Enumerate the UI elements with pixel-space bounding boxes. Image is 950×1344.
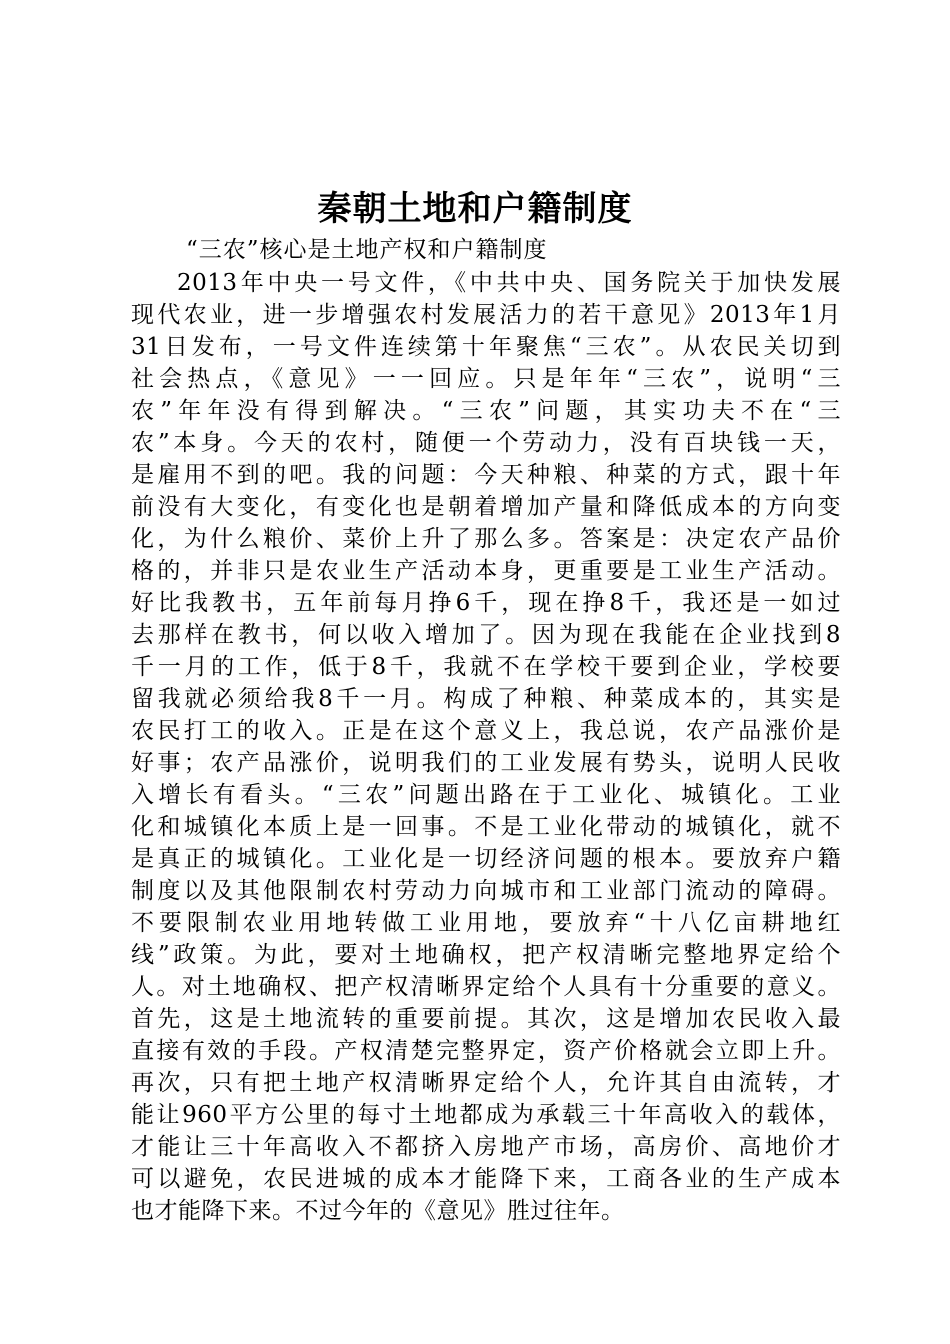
body-line: 农”年年没有得到解决。“三农”问题，其实功夫不在“三 xyxy=(131,398,841,424)
body-line: 直接有效的手段。产权清楚完整界定，资产价格就会立即上升。 xyxy=(131,1038,841,1064)
body-line: 再次，只有把土地产权清晰界定给个人，允许其自由流转，才 xyxy=(131,1070,841,1096)
body-line: 化，为什么粮价、菜价上升了那么多。答案是：决定农产品价 xyxy=(131,526,841,552)
body-line: 是真正的城镇化。工业化是一切经济问题的根本。要放弃户籍 xyxy=(131,846,841,872)
document-title: 秦朝土地和户籍制度 xyxy=(317,189,633,229)
body-line: 社会热点，《意见》一一回应。只是年年“三农”，说明“三 xyxy=(131,366,841,392)
body-line: 化和城镇化本质上是一回事。不是工业化带动的城镇化，就不 xyxy=(131,814,841,840)
body-line: 农民打工的收入。正是在这个意义上，我总说，农产品涨价是 xyxy=(131,718,841,744)
body-line: 格的，并非只是农业生产活动本身，更重要是工业生产活动。 xyxy=(131,558,841,584)
body-line: 才能让三十年高收入不都挤入房地产市场，高房价、高地价才 xyxy=(131,1134,841,1160)
body-line: 现代农业，进一步增强农村发展活力的若干意见》2013年1月 xyxy=(131,302,841,328)
body-line: 是雇用不到的吧。我的问题：今天种粮、种菜的方式，跟十年 xyxy=(131,462,841,488)
body-line: 2013年中央一号文件，《中共中央、国务院关于加快发展 xyxy=(177,270,841,296)
body-line: 入增长有看头。“三农”问题出路在于工业化、城镇化。工业 xyxy=(131,782,841,808)
body-line: 可以避免，农民进城的成本才能降下来，工商各业的生产成本 xyxy=(131,1166,841,1192)
document-subtitle: “三农”核心是土地产权和户籍制度 xyxy=(186,237,548,263)
body-line: 制度以及其他限制农村劳动力向城市和工业部门流动的障碍。 xyxy=(131,878,841,904)
document-body xyxy=(131,267,841,1227)
body-line: 好比我教书，五年前每月挣6千，现在挣8千，我还是一如过 xyxy=(131,590,841,616)
body-line: 千一月的工作，低于8千，我就不在学校干要到企业，学校要 xyxy=(131,654,841,680)
body-line: 留我就必须给我8千一月。构成了种粮、种菜成本的，其实是 xyxy=(131,686,841,712)
body-line: 首先，这是土地流转的重要前提。其次，这是增加农民收入最 xyxy=(131,1006,841,1032)
body-line: 农”本身。今天的农村，随便一个劳动力，没有百块钱一天， xyxy=(131,430,841,456)
body-line: 去那样在教书，何以收入增加了。因为现在我能在企业找到8 xyxy=(131,622,841,648)
body-line: 线”政策。为此，要对土地确权，把产权清晰完整地界定给个 xyxy=(131,942,841,968)
body-line: 也才能降下来。不过今年的《意见》胜过往年。 xyxy=(131,1198,625,1224)
body-line: 好事；农产品涨价，说明我们的工业发展有势头，说明人民收 xyxy=(131,750,841,776)
body-line: 前没有大变化，有变化也是朝着增加产量和降低成本的方向变 xyxy=(131,494,841,520)
body-line: 人。对土地确权、把产权清晰界定给个人具有十分重要的意义。 xyxy=(131,974,841,1000)
body-line: 能让960平方公里的每寸土地都成为承载三十年高收入的载体， xyxy=(131,1102,841,1128)
body-line: 31日发布，一号文件连续第十年聚焦“三农”。从农民关切到 xyxy=(131,334,841,360)
body-line: 不要限制农业用地转做工业用地，要放弃“十八亿亩耕地红 xyxy=(131,910,841,936)
